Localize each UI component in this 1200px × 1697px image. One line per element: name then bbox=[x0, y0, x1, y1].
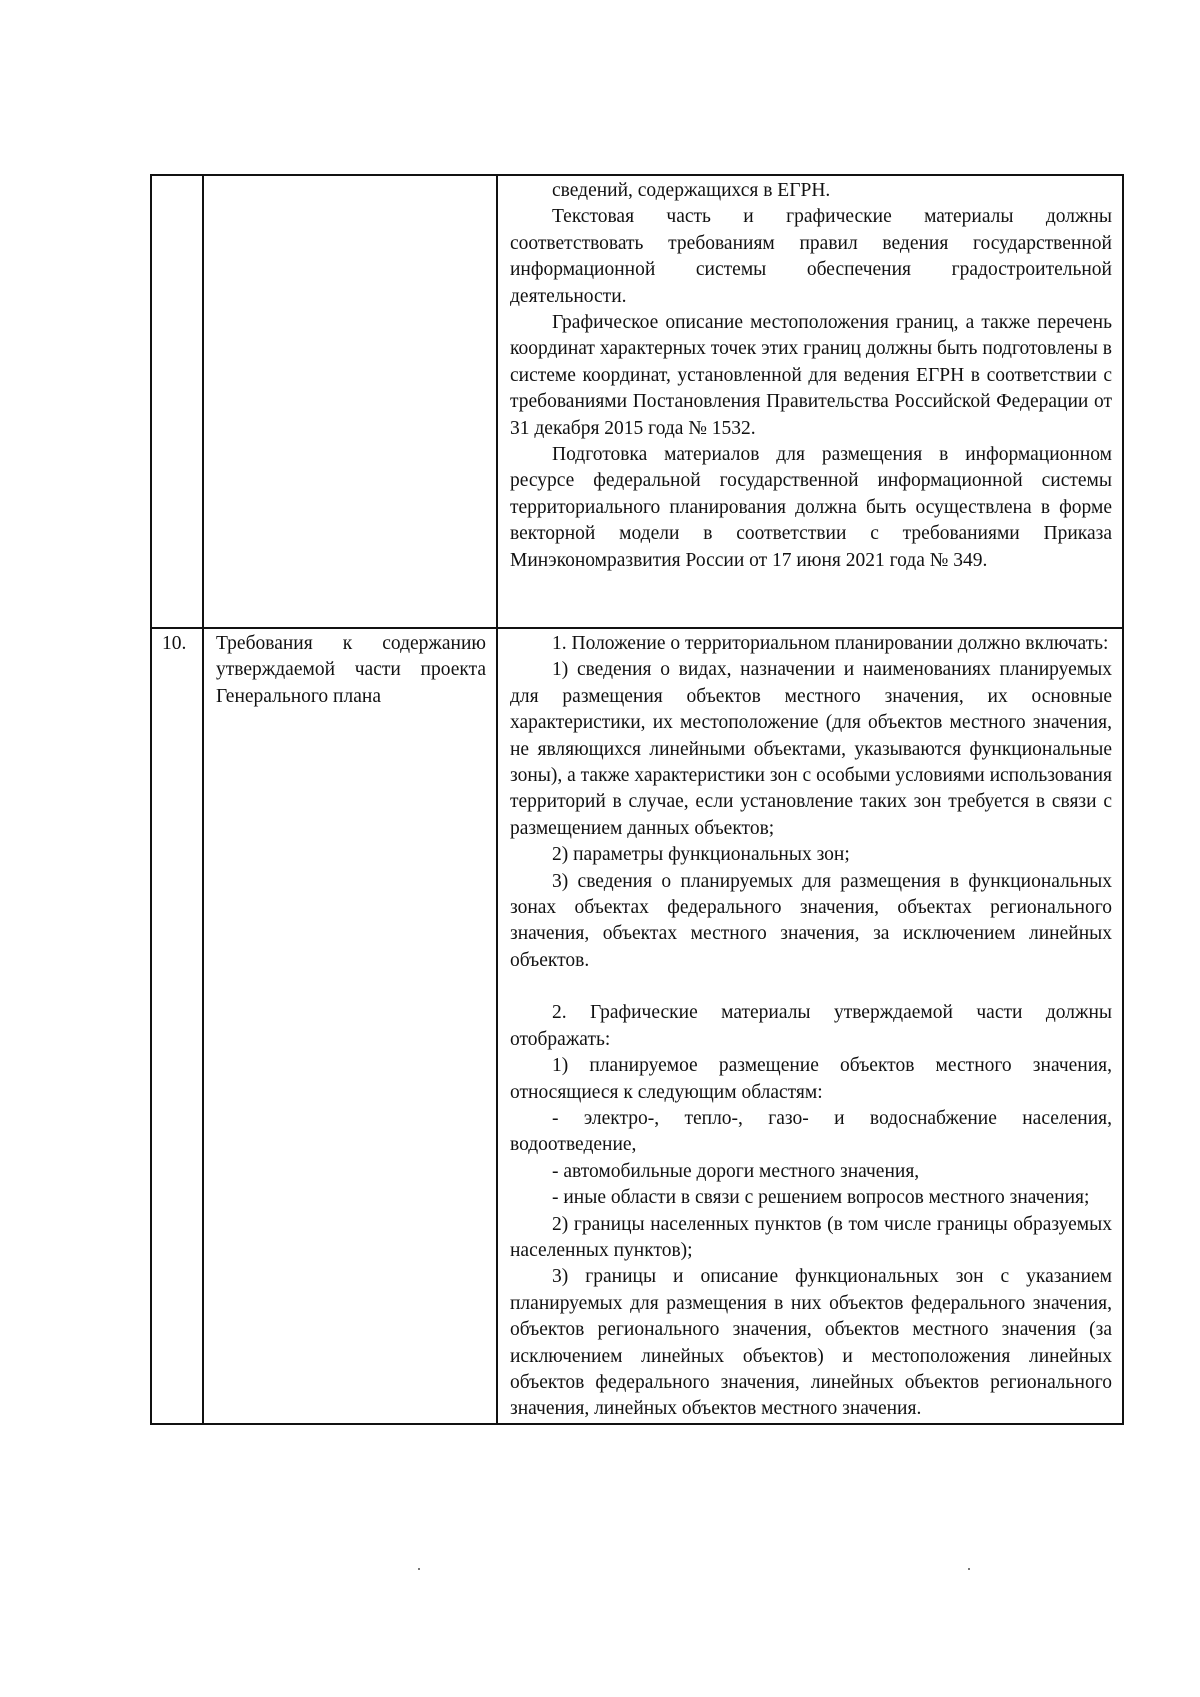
scan-speck bbox=[418, 1568, 420, 1570]
paragraph: Подготовка материалов для размещения в информационном ресурсе федеральной государственной информационной системы территориального планирования должна быть осуществлена в форме векторной модели в соответствии с требованиями Приказа Минэкономразвития России от 17 июня 2021 года № 349. bbox=[510, 444, 1112, 571]
row-name-cell bbox=[203, 175, 497, 628]
paragraph: 1) планируемое размещение объектов местного значения, относящиеся к следующим областям: bbox=[510, 1055, 1112, 1103]
paragraph-gap bbox=[510, 974, 1112, 1000]
table-row-continued bbox=[151, 175, 1123, 628]
table-row-10 bbox=[151, 628, 1123, 1424]
row-number-cell bbox=[151, 628, 203, 1424]
paragraph: - автомобильные дороги местного значения, bbox=[552, 1160, 920, 1182]
paragraph: сведений, содержащихся в ЕГРН. bbox=[552, 180, 831, 201]
paragraph: Текстовая часть и графические материалы должны соответствовать требованиям правил ведения государственной информационной системы обеспечения градостроительной деятельности. bbox=[510, 206, 1112, 307]
paragraph: Графическое описание местоположения границ, а также перечень координат характерных точек этих границ должны быть подготовлены в системе координат, установленной для ведения ЕГРН в соответствии с требованиями Постановления Правительства Российской Федерации от 31 декабря 2015 года № 1532. bbox=[510, 312, 1112, 439]
row-content-cell bbox=[497, 175, 1123, 628]
paragraph: - иные области в связи с решением вопросов местного значения; bbox=[552, 1187, 1090, 1209]
paragraph: 2) границы населенных пунктов (в том числе границы образуемых населенных пунктов); bbox=[510, 1213, 1112, 1261]
paragraph: 3) границы и описание функциональных зон с указанием планируемых для размещения в них объектов федерального значения, объектов регионального значения, объектов местного значения (за исключением линейных объектов) и местоположения линейных объектов федерального значения, линейных объектов регионального значения, линейных объектов местного значения. bbox=[510, 1266, 1112, 1420]
row-number-cell bbox=[151, 175, 203, 628]
row-name-cell bbox=[203, 628, 497, 1424]
paragraph: 2) параметры функциональных зон; bbox=[552, 844, 850, 866]
scan-speck bbox=[968, 1568, 970, 1570]
row-content-cell bbox=[497, 628, 1123, 1424]
requirements-table bbox=[150, 174, 1124, 1425]
paragraph: - электро-, тепло-, газо- и водоснабжение населения, водоотведение, bbox=[510, 1107, 1112, 1156]
row-name: Требования к содержанию утверждаемой части проекта Генерального плана bbox=[216, 633, 486, 707]
paragraph: 1) сведения о видах, назначении и наименованиях планируемых для размещения объектов местного значения, их основные характеристики, их местоположение (для объектов местного значения, не являющихся линейными объектами, указываются функциональные зоны), а также характеристики зон с особыми условиями использования территорий в случае, если установление таких зон требуется в связи с размещением данных объектов; bbox=[510, 659, 1112, 839]
row-number: 10. bbox=[162, 633, 187, 654]
paragraph: 2. Графические материалы утверждаемой части должны отображать: bbox=[510, 1002, 1112, 1050]
paragraph: 3) сведения о планируемых для размещения в функциональных зонах объектах федерального значения, объектах регионального значения, объектах местного значения, за исключением линейных объектов. bbox=[510, 870, 1112, 971]
paragraph: 1. Положение о территориальном планировании должно включать: bbox=[552, 633, 1109, 654]
